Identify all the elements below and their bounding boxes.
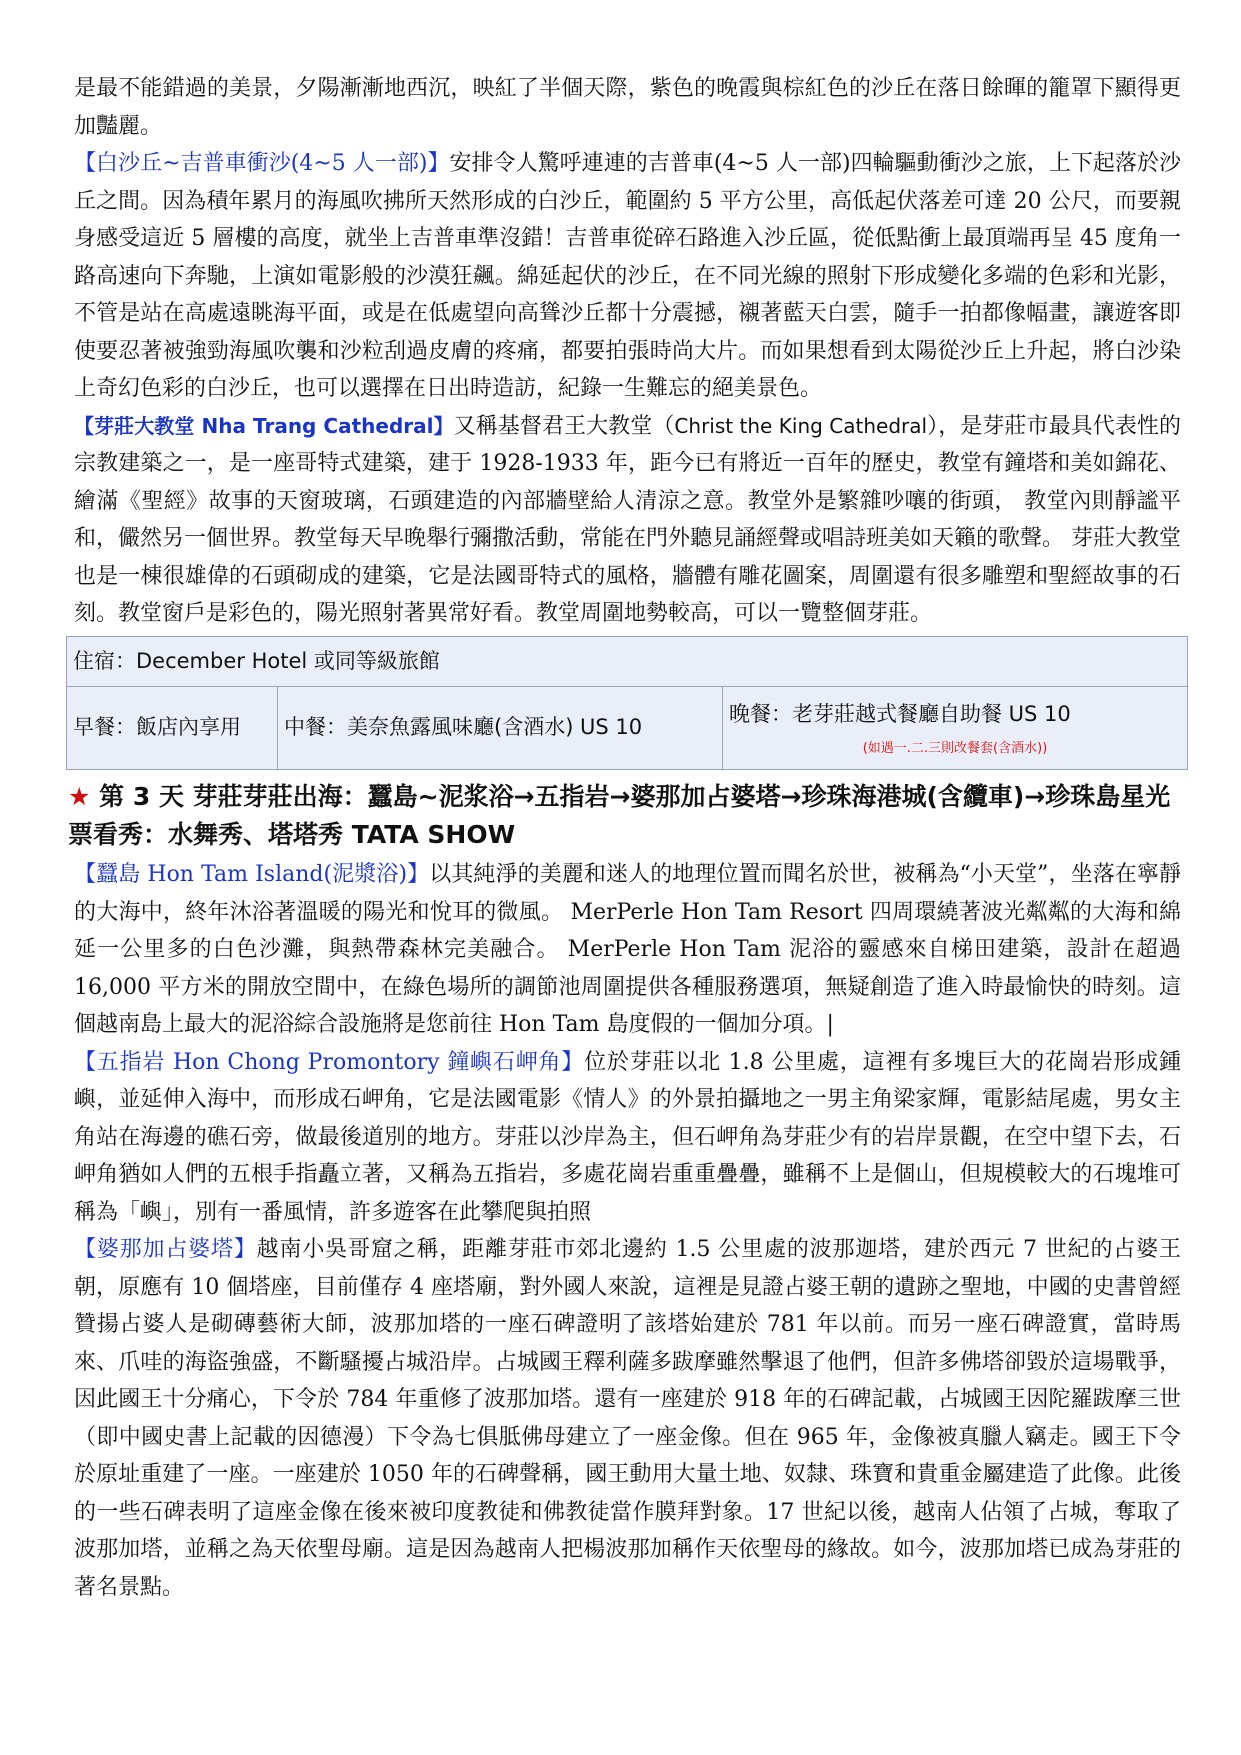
- paragraph-hon-tam-island: 【蠶島 Hon Tam Island(泥漿浴)】以其純淨的美麗和迷人的地理位置而聞名於世，被稱為“小天堂”，坐落在寧靜的大海中，終年沐浴著溫暖的陽光和悅耳的微風。 MerPerle Hon Tam Resort 四周環繞著波光粼粼的大海和綿延一公里多的白色沙灘，與熱帶森林完美融合。 MerPerle Hon Tam 泥浴的靈感來自梯田建築，設計在超過 16,000 平方米的開放空間中，在綠色場所的調節池周圍提供各種服務選項，無疑創造了進入時最愉快的時刻。這個越南島上最大的泥浴綜合設施將是您前往 Hon Tam 島度假的一個加分項。|: [74, 862, 1181, 1037]
- heading-hon-tam-island: 【蠶島 Hon Tam Island(泥漿浴)】: [74, 862, 430, 887]
- star-icon: ★: [68, 782, 91, 811]
- heading-hon-chong: 【五指岩 Hon Chong Promontory 鐘嶼石岬角】: [74, 1049, 585, 1075]
- paragraph-white-sand-dune: 【白沙丘~吉普車衝沙(4~5 人一部)】安排令人驚呼連連的吉普車(4~5 人一部)四輪驅動衝沙之旅，上下起落於沙丘之間。因為積年累月的海風吹拂所天然形成的白沙丘，範圍約 5 平方公里，高低起伏落差可達 20 公尺，而要親身感受這近 5 層樓的高度，就坐上吉普車準沒錯！吉普車從碎石路進入沙丘區，從低點衝上最頂端再呈 45 度角一路高速向下奔馳，上演如電影般的沙漠狂飆。綿延起伏的沙丘，在不同光線的照射下形成變化多端的色彩和光影，不管是站在高處遠眺海平面，或是在低處望向高聳沙丘都十分震撼，襯著藍天白雲，隨手一拍都像幅畫，讓遊客即使要忍著被強勁海風吹襲和沙粒刮過皮膚的疼痛，都要拍張時尚大片。而如果想看到太陽從沙丘上升起，將白沙染上奇幻色彩的白沙丘，也可以選擇在日出時造訪，紀錄一生難忘的絕美景色。: [74, 151, 1181, 401]
- heading-nha-trang-cathedral: 【芽莊大教堂 Nha Trang Cathedral】: [74, 413, 454, 438]
- breakfast-cell: 早餐：飯店內享用: [67, 687, 278, 770]
- day-3-title: ★ 第 3 天 芽莊芽莊出海：蠶島~泥浆浴→五指岩→婆那加占婆塔→珍珠海港城(含纜車)→珍珠島星光票看秀：水舞秀、塔塔秀 TATA SHOW: [68, 782, 1171, 849]
- dinner-note: (如遇一.二.三則改餐套(含酒水)): [862, 740, 1048, 756]
- heading-white-sand-dune: 【白沙丘~吉普車衝沙(4~5 人一部)】: [74, 151, 450, 176]
- heading-po-nagar: 【婆那加占婆塔】: [74, 1237, 257, 1262]
- paragraph-hon-chong: 【五指岩 Hon Chong Promontory 鐘嶼石岬角】位於芽莊以北 1.8 公里處，這裡有多塊巨大的花崗岩形成鍾嶼，並延伸入海中，而形成石岬角，它是法國電影《情人》的外景拍攝地之一男主角梁家輝，電影結尾處，男女主角站在海邊的礁石旁，做最後道別的地方。芽莊以沙岸為主，但石岬角為芽莊少有的岩岸景觀，在空中望下去，石岬角猶如人們的五根手指矗立著，又稱為五指岩，多處花崗岩重重疊疊，雖稱不上是個山，但規模較大的石塊堆可稱為「嶼」，別有一番風情，許多遊客在此攀爬與拍照: [74, 1049, 1181, 1225]
- accommodation-meals-table: [66, 636, 1188, 771]
- dinner-cell: 晚餐：老芽莊越式餐廳自助餐 US 10 (如遇一.二.三則改餐套(含酒水)): [723, 687, 1188, 770]
- paragraph-po-nagar: 【婆那加占婆塔】越南小吳哥窟之稱，距離芽莊市郊北邊約 1.5 公里處的波那迦塔，建於西元 7 世紀的占婆王朝，原應有 10 個塔座，目前僅存 4 座塔廟，對外國人來說，這裡是見證占婆王朝的遺跡之聖地，中國的史書曾經贊揚占婆人是砌磚藝術大師，波那加塔的一座石碑證明了該塔始建於 781 年以前。而另一座石碑證實，當時馬來、爪哇的海盜強盛，不斷騷擾占城沿岸。占城國王釋利薩多跋摩雖然擊退了他們，但許多佛塔卻毀於這場戰爭，因此國王十分痛心，下令於 784 年重修了波那加塔。還有一座建於 918 年的石碑記載，占城國王因陀羅跋摩三世（即中國史書上記載的因德漫）下令為七俱胝佛母建立了一座金像。但在 965 年，金像被真臘人竊走。國王下令於原址重建了一座。一座建於 1050 年的石碑聲稱，國王動用大量土地、奴隸、珠寶和貴重金屬建造了此像。此後的一些石碑表明了這座金像在後來被印度教徒和佛教徒當作膜拜對象。17 世紀以後，越南人佔領了占城，奪取了波那加塔，並稱之為天依聖母廟。這是因為越南人把楊波那加稱作天依聖母的緣故。如今，波那加塔已成為芽莊的著名景點。: [74, 1237, 1181, 1600]
- lodging-cell: 住宿：December Hotel 或同等級旅館: [67, 636, 1188, 687]
- lunch-cell: 中餐：美奈魚露風味廳(含酒水) US 10: [278, 687, 723, 770]
- paragraph-nha-trang-cathedral: 【芽莊大教堂 Nha Trang Cathedral】又稱基督君王大教堂（Christ the King Cathedral），是芽莊市最具代表性的宗教建築之一，是一座哥特式建築，建于 1928-1933 年，距今已有將近一百年的歷史，教堂有鐘塔和美如錦花、繪滿《聖經》故事的天窗玻璃，石頭建造的內部牆壁給人清涼之意。教堂外是繁雜吵嚷的街頭， 教堂內則靜謐平和，儼然另一個世界。教堂每天早晚舉行彌撒活動，常能在門外聽見誦經聲或唱詩班美如天籟的歌聲。 芽莊大教堂也是一棟很雄偉的石頭砌成的建築，它是法國哥特式的風格，牆體有雕花圖案，周圍還有很多雕塑和聖經故事的石刻。教堂窗戶是彩色的，陽光照射著異常好看。教堂周圍地勢較高，可以一覽整個芽莊。: [74, 413, 1181, 626]
- paragraph-sand-dune-sunset: 是最不能錯過的美景，夕陽漸漸地西沉，映紅了半個天際，紫色的晚霞與棕紅色的沙丘在落日餘暉的籠罩下顯得更加豔麗。: [74, 76, 1181, 139]
